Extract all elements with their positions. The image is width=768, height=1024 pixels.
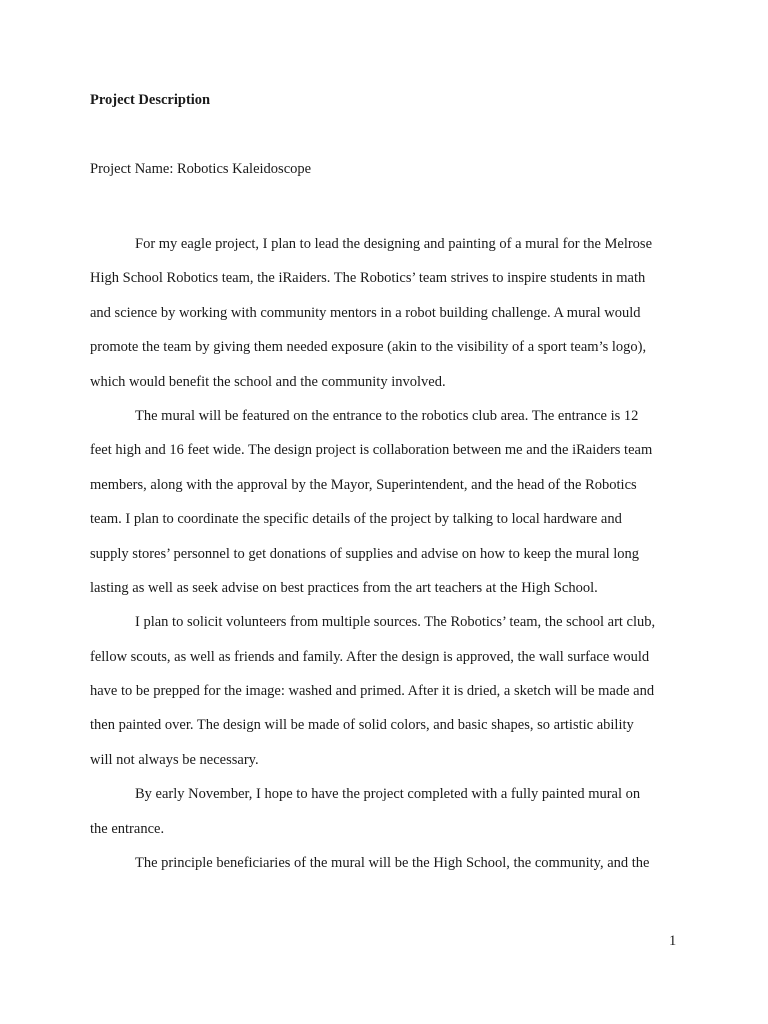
paragraph-timeline — [90, 777, 680, 846]
text-line: lasting as well as seek advise on best practices from the art teachers at the High School. — [90, 579, 598, 596]
text-line: team. I plan to coordinate the specific details of the project by talking to local hardware and — [90, 511, 622, 528]
text-line: The mural will be featured on the entrance to the robotics club area. The entrance is 12 — [135, 407, 639, 424]
paragraph-mural-location — [90, 399, 680, 605]
text-line: will not always be necessary. — [90, 751, 259, 768]
text-line: The principle beneficiaries of the mural will be the High School, the community, and the — [135, 855, 650, 872]
text-line: then painted over. The design will be made of solid colors, and basic shapes, so artistic ability — [90, 717, 634, 734]
text-line: which would benefit the school and the community involved. — [90, 373, 446, 390]
text-line: members, along with the approval by the Mayor, Superintendent, and the head of the Robotics — [90, 476, 637, 493]
text-line: High School Robotics team, the iRaiders. The Robotics’ team strives to inspire students in math — [90, 270, 646, 287]
page-number: 1 — [669, 933, 677, 949]
text-line: fellow scouts, as well as friends and family. After the design is approved, the wall surface would — [90, 648, 650, 665]
text-line: promote the team by giving them needed exposure (akin to the visibility of a sport team’s logo), — [90, 339, 647, 356]
document-body — [90, 227, 680, 880]
document-heading: Project Description — [90, 92, 211, 108]
project-name-line: Project Name: Robotics Kaleidoscope — [90, 161, 312, 177]
text-line: have to be prepped for the image: washed and primed. After it is dried, a sketch will be made and — [90, 683, 655, 700]
text-line: feet high and 16 feet wide. The design project is collaboration between me and the iRaiders team — [90, 442, 653, 459]
text-line: By early November, I hope to have the project completed with a fully painted mural on — [135, 786, 641, 803]
paragraph-volunteers — [90, 605, 680, 777]
text-line: For my eagle project, I plan to lead the designing and painting of a mural for the Melrose — [135, 236, 653, 252]
paragraph-beneficiaries — [90, 846, 680, 880]
text-line: and science by working with community mentors in a robot building challenge. A mural would — [90, 304, 641, 321]
text-line: supply stores’ personnel to get donations of supplies and advise on how to keep the mural long — [90, 545, 640, 562]
text-line: I plan to solicit volunteers from multiple sources. The Robotics’ team, the school art club, — [135, 614, 656, 631]
text-line: the entrance. — [90, 820, 165, 837]
paragraph-eagle-project — [90, 227, 680, 399]
